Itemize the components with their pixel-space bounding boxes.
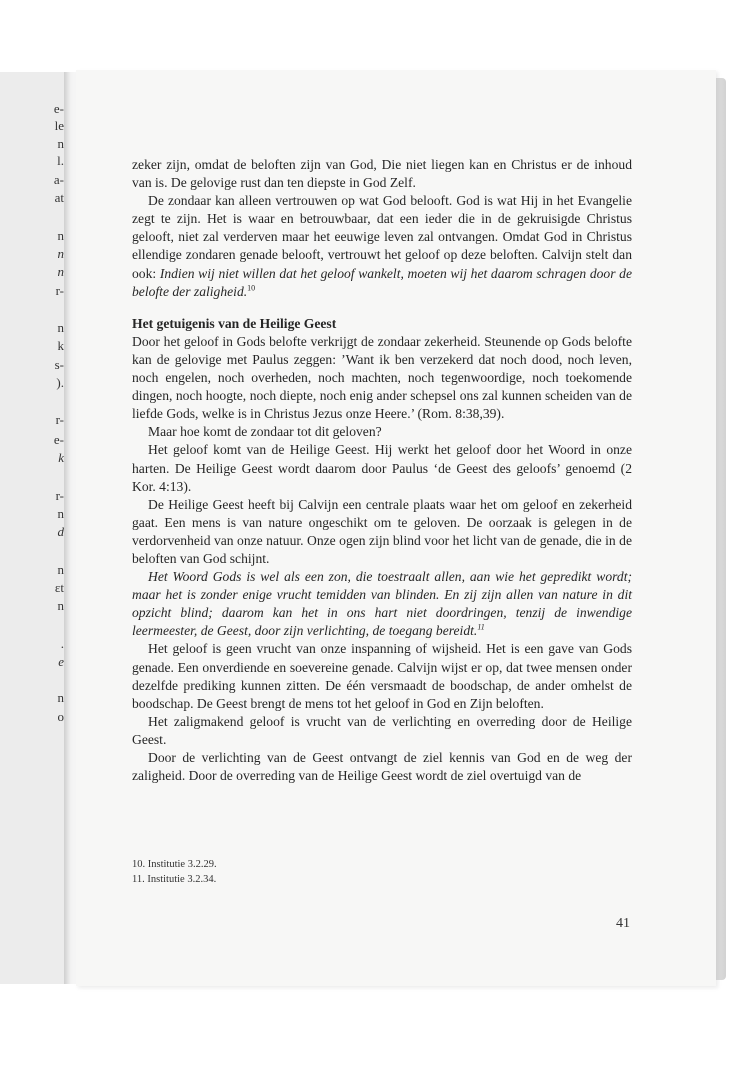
paragraph-5: Het geloof komt van de Heilige Geest. Hij werkt het geloof door het Woord in onze harten. De Heilige Geest wordt daarom door Paulus ‘de Geest des geloofs’ genoemd (2 Kor. 4:13). — [132, 442, 632, 494]
left-page-fragment: . — [60, 636, 64, 651]
left-page-fragment: n — [57, 506, 64, 521]
left-page-fragment: k — [57, 338, 64, 353]
footnotes — [132, 857, 432, 887]
left-page-fragment: e- — [53, 432, 64, 447]
left-page-fragment: n — [57, 136, 64, 151]
left-page-fragment: n — [57, 562, 64, 577]
left-page-fragment: ɛt — [54, 580, 64, 595]
left-page-fragment: n — [57, 690, 64, 705]
paragraph-7-quote: Het Woord Gods is wel als een zon, die toestraalt allen, aan wie het gepredikt wordt; maar het is zonder enige vrucht temidden van blinden. En zij zijn allen van nature in dit opzicht blind; daarom kan het in ons hart niet doordringen, tenzij de inwendige leermeester, de Geest, door zijn verlichting, de toegang bereidt. — [132, 569, 632, 639]
paragraph-10: Door de verlichting van de Geest ontvangt de ziel kennis van God en de weg der zaligheid. Door de overreding van de Heilige Geest wordt de ziel overtuigd van de — [132, 750, 632, 784]
book-gutter — [64, 72, 76, 984]
paragraph-2-text: De zondaar kan alleen vertrouwen op wat God belooft. God is wat Hij in het Evangelie zegt te zijn. Het is waar en betrouwbaar, dat een ieder die in de gekruisigde Christus gelooft, niet zal verderven maar het eeuwige leven zal ontvangen. Omdat God in Christus ellendige zondaren genade belooft, vertrouwt het geloof op deze beloften. Calvijn stelt dan ook: — [132, 193, 632, 281]
left-page-fragment: n — [57, 264, 64, 279]
paragraph-3: Door het geloof in Gods belofte verkrijgt de zondaar zekerheid. Steunende op Gods belofte kan de gelovige met Paulus zeggen: ’Want ik ben verzekerd dat noch dood, noch leven, noch engelen, noch overheden, noch machten, noch tegenwoordige, noch toekomende dingen, noch hoogte, noch diepte, noch enig ander schepsel ons zal kunnen scheiden van de liefde Gods, welke is in Christus Jezus onze Heere.’ (Rom. 8:38,39). — [132, 333, 632, 422]
left-page-fragment: le — [54, 118, 64, 133]
left-page-fragment: r- — [55, 412, 64, 427]
paragraph-6: De Heilige Geest heeft bij Calvijn een centrale plaats waar het om geloof en zekerheid gaat. Een mens is van nature ongeschikt om te geloven. De oorzaak is gelegen in de verdorvenheid van onze natuur. Onze ogen zijn blind voor het licht van de genade, die in de beloften van God schijnt. — [132, 496, 632, 566]
left-page-fragment: e — [58, 654, 64, 669]
left-page-fragment: n — [57, 246, 64, 261]
previous-page-strip — [0, 72, 71, 984]
footnote-10: 10. Institutie 3.2.29. — [132, 859, 217, 870]
left-page-fragment: r- — [55, 488, 64, 503]
left-page-fragment: s- — [54, 357, 64, 372]
paragraph-4: Maar hoe komt de zondaar tot dit geloven? — [148, 424, 382, 440]
left-page-fragment: a- — [53, 172, 64, 187]
paragraph-8: Het geloof is geen vrucht van onze inspanning of wijsheid. Het is een gave van Gods genade. Een onverdiende en soevereine genade. Calvijn wijst er op, dat twee mensen onder dezelfde prediking kunnen zitten. De één versmaadt de boodschap, de ander omhelst de boodschap. De Geest brengt de mens tot het geloof in God en Zijn beloften. — [132, 641, 632, 711]
footnote-ref-10: 10 — [247, 283, 256, 293]
paragraph-1: zeker zijn, omdat de beloften zijn van God, Die niet liegen kan en Christus er de inhoud van is. De gelovige rust dan ten diepste in God Zelf. — [132, 157, 632, 191]
left-page-fragment: d — [57, 524, 64, 539]
section-heading: Het getuigenis van de Heilige Geest — [132, 315, 337, 331]
left-page-fragment: at — [54, 190, 64, 205]
left-page-fragment: ). — [56, 375, 64, 390]
left-page-fragment: n — [57, 228, 64, 243]
footnote-11: 11. Institutie 3.2.34. — [132, 874, 217, 885]
body-text — [132, 156, 632, 785]
left-page-fragment: o — [57, 709, 64, 724]
page-number: 41 — [616, 916, 630, 931]
paragraph-2-quote: Indien wij niet willen dat het geloof wankelt, moeten wij het daarom schragen door de belofte der zaligheid. — [132, 265, 632, 299]
left-page-fragment: r- — [55, 283, 64, 298]
left-page-fragment: k — [58, 450, 64, 465]
left-page-fragment: e- — [53, 101, 64, 116]
left-page-fragment: l. — [57, 153, 64, 168]
paragraph-2 — [132, 192, 632, 301]
left-page-fragment: n — [57, 320, 64, 335]
left-page-fragment: n — [57, 598, 64, 613]
paragraph-9: Het zaligmakend geloof is vrucht van de verlichting en overreding door de Heilige Geest. — [132, 713, 632, 747]
footnote-ref-11: 11 — [477, 622, 485, 632]
book-page — [76, 70, 716, 986]
paragraph-7 — [132, 568, 632, 640]
